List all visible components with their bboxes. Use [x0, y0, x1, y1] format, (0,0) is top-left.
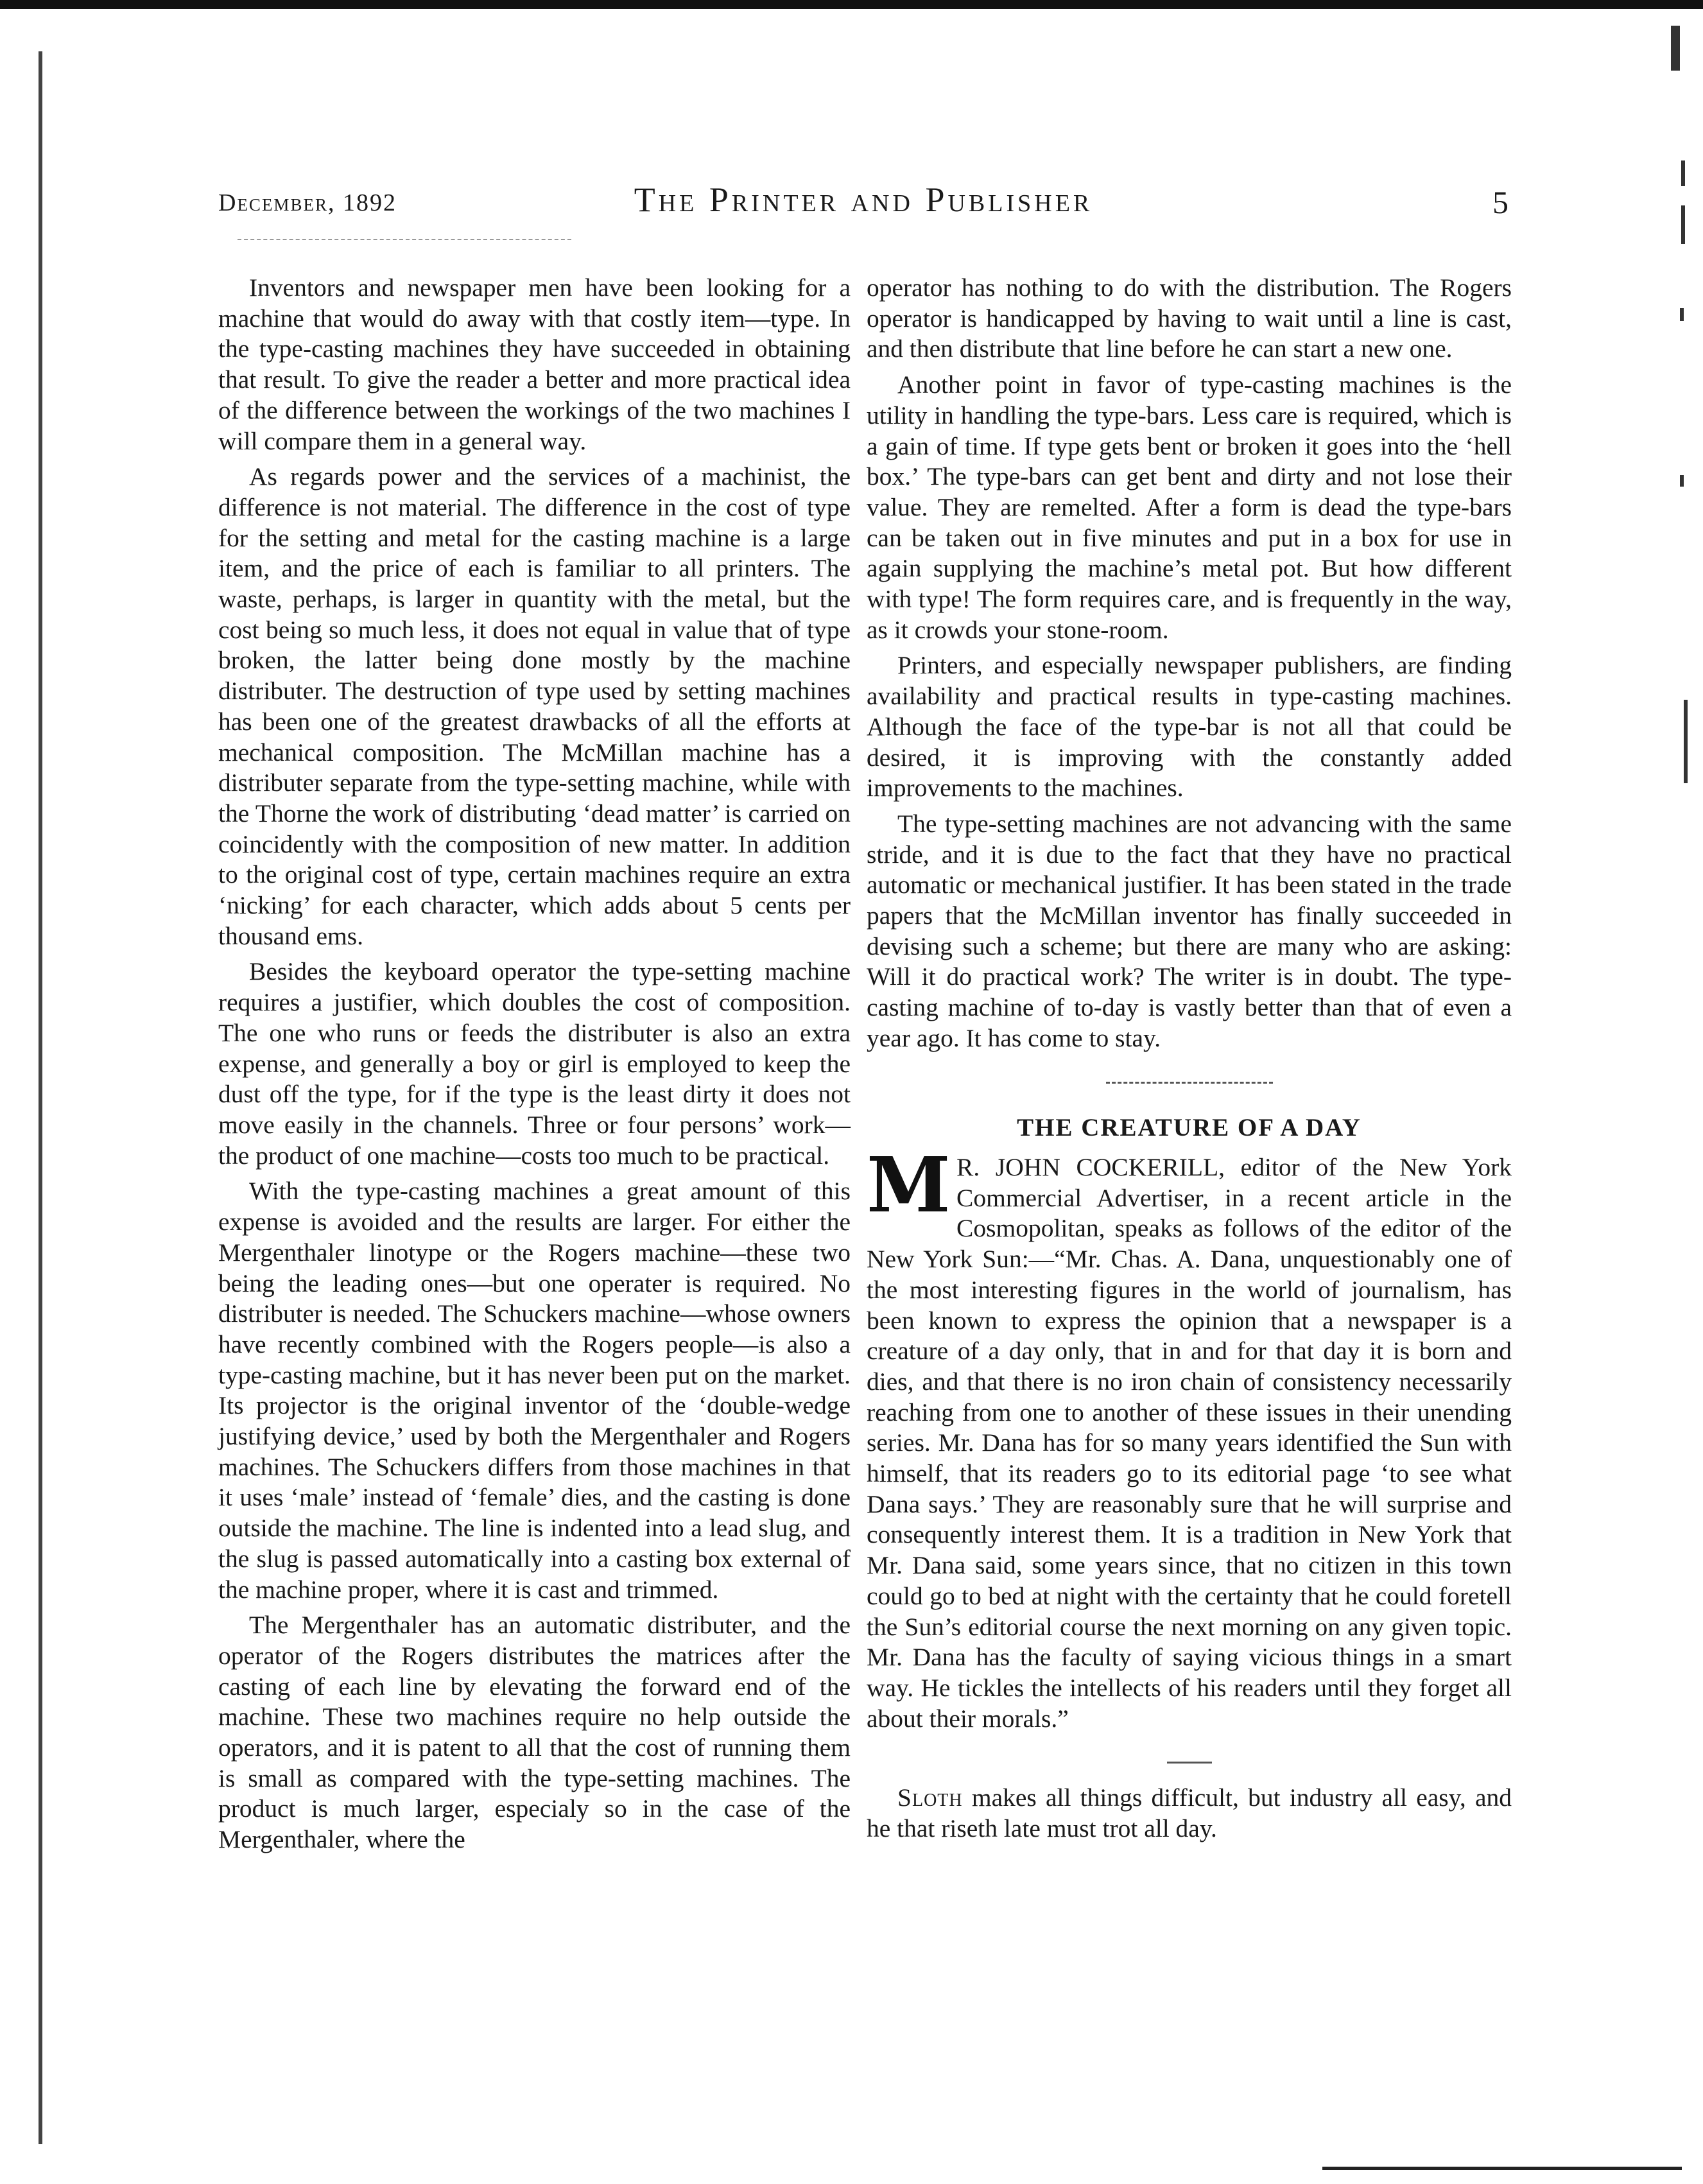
section-title: THE CREATURE OF A DAY: [1017, 1114, 1362, 1142]
bottom-border-rule: [1322, 2167, 1682, 2170]
paragraph: Besides the keyboard operator the type-setting machine requires a justifier, which doubles the cost of composition. The one who runs or feeds the distributer is also an extra expense, and generally a boy or girl is employed to keep the dust off the type, for if the type is the least dirty it does not move easily in the channels. Three or four persons’ work—the product of one machine—costs too much to be practical.: [218, 957, 851, 1170]
right-edge-marks: [1658, 26, 1697, 989]
paragraph: Another point in favor of type-casting machines is the utility in handling the type-bars. Less care is required, which is a gain of time. If type gets bent or broken it goes into the ‘hell box.’ The type-bars can get bent and dirty and not lose their value. They are remelted. After a form is dead the type-bars can be taken out in five minutes and put in a box for use in again supplying the machine’s metal pot. But how different with type! The form requires care, and is frequently in the way, as it crowds your stone-room.: [867, 370, 1512, 644]
closing-lead-word: Sloth: [897, 1783, 963, 1812]
paragraph: The Mergenthaler has an automatic distributer, and the operator of the Rogers distributes the matrices after the casting of each line by elevating the forward end of the machine. These two machines require no help outside the operators, and it is patent to all that the cost of running them is small as compared with the type-setting machines. The product is much larger, especialy so in the case of the Mergenthaler, where the: [218, 1611, 851, 1854]
page-number: 5: [1492, 184, 1508, 220]
top-border-rule: [0, 0, 1703, 9]
left-column: [218, 273, 851, 1860]
header-dash-rule: [238, 239, 571, 240]
publication-title: The Printer and Publisher: [634, 180, 1093, 219]
binding-edge-shadow: [39, 51, 42, 2144]
right-column: [867, 273, 1512, 1849]
closing-proverb: [867, 1783, 1512, 1844]
paragraph-continuation: operator has nothing to do with the distribution. The Rogers operator is handicapped by having to wait until a line is cast, and then distribute that line before he can start a new one.: [867, 273, 1512, 363]
issue-date: December, 1892: [218, 189, 397, 216]
paragraph: The type-setting machines are not advancing with the same stride, and it is due to the fact that they have no practical automatic or mechanical justifier. It has been stated in the trade papers that the McMillan inventor has finally succeeded in devising such a scheme; but there are many who are asking: Will it do practical work? The writer is in doubt. The type-casting machine of to-day is vastly better than that of even a year ago. It has come to stay.: [867, 809, 1512, 1052]
short-rule: [867, 1740, 1512, 1771]
article-text: R. JOHN COCKERILL, editor of the New York Commercial Advertiser, in a recent article in the Cosmopolitan, speaks as follows of the editor of the New York Sun:—“Mr. Chas. A. Dana, unquestionably one of the most interesting figures in the world of journalism, has been known to express the opinion that a newspaper is a creature of a day only, that in and for that day it is born and dies, and that there is no iron chain of consistency necessarily reaching from one to another of these issues in their unending series. Mr. Dana has for so many years identified the Sun with himself, that its readers go to its editorial page ‘to see what Dana says.’ They are reasonably sure that he will surprise and consequently interest them. It is a tradition in New York that Mr. Dana said, some years since, that no citizen in this town could go to bed at night with the certainty that he could foretell the Sun’s editorial course the next morning on any given topic. Mr. Dana has the faculty of saying vicious things in a smart way. He tickles the intellects of his readers until they forget all about their morals.”: [867, 1152, 1512, 1733]
section-separator: [867, 1061, 1512, 1091]
closing-text: makes all things difficult, but industry all easy, and he that riseth late must trot all day.: [867, 1783, 1512, 1842]
article-paragraph: [867, 1140, 1512, 1734]
page-header: [218, 180, 1508, 231]
paragraph: Printers, and especially newspaper publishers, are finding availability and practical results in type-casting machines. Although the face of the type-bar is not all that could be desired, it is improving with the constantly added improvements to the machines.: [867, 651, 1512, 802]
paragraph: With the type-casting machines a great amount of this expense is avoided and the results are larger. For either the Mergenthaler linotype or the Rogers machine—these two being the leading ones—but one operater is required. No distributer is needed. The Schuckers machine—whose owners have recently combined with the Rogers people—is also a type-casting machine, but it has never been put on the market. Its projector is the original inventor of the ‘double-wedge justifying device,’ used by both the Mergenthaler and Rogers machines. The Schuckers differs from those machines in that it uses ‘male’ instead of ‘female’ dies, and the casting is done outside the machine. The line is indented into a lead slug, and the slug is passed automatically into a casting box external of the machine proper, where it is cast and trimmed.: [218, 1177, 851, 1604]
drop-cap-letter: M: [867, 1140, 951, 1229]
paragraph: As regards power and the services of a machinist, the difference is not material. The difference in the cost of type for the setting and metal for the casting machine is a large item, and the price of each is familiar to all printers. The waste, perhaps, is larger in quantity with the metal, but the cost being so much less, it does not equal in value that of type broken, the latter being done mostly by the machine distributer. The destruction of type used by setting machines has been one of the greatest drawbacks of all the efforts at mechanical composition. The McMillan machine has a distributer separate from the type-setting machine, while with the Thorne the work of distributing ‘dead matter’ is carried on coincidently with the composition of new matter. In addition to the original cost of type, certain machines require an extra ‘nicking’ for each character, which adds about 5 cents per thousand ems.: [218, 462, 851, 950]
paragraph: Inventors and newspaper men have been looking for a machine that would do away with that costly item—type. In the type-casting machines they have succeeded in obtaining that result. To give the reader a better and more practical idea of the difference between the workings of the two machines I will compare them in a general way.: [218, 273, 851, 455]
